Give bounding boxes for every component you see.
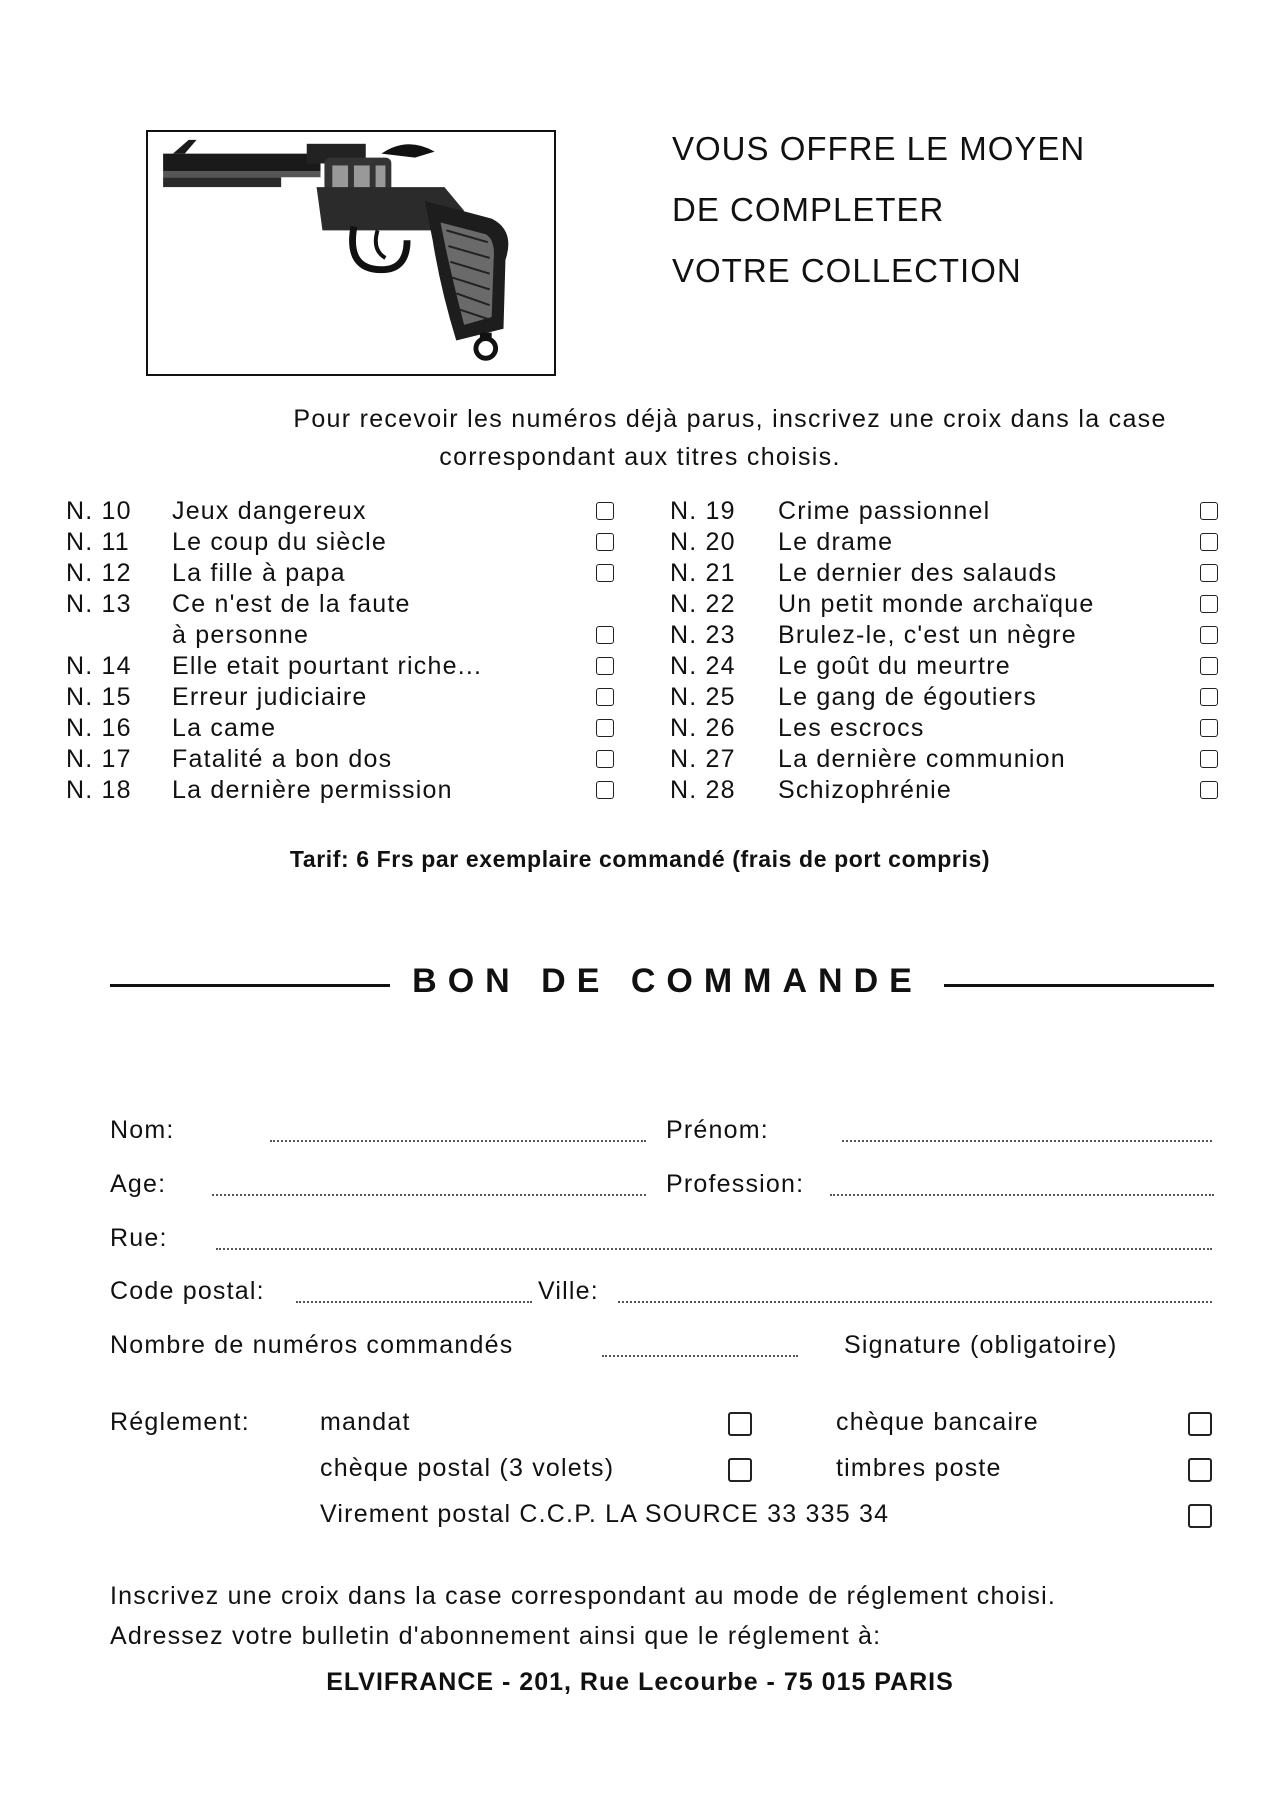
issue-title: Ce n'est de la faute (172, 590, 411, 618)
list-item (66, 682, 626, 713)
issue-checkbox[interactable] (596, 719, 614, 737)
rue-label: Rue: (110, 1224, 168, 1252)
payment-mandat-checkbox[interactable] (728, 1412, 752, 1436)
divider (110, 984, 390, 987)
issue-checkbox[interactable] (596, 781, 614, 799)
list-item (670, 620, 1230, 651)
issue-title: Crime passionnel (778, 497, 991, 525)
issue-checkbox[interactable] (596, 657, 614, 675)
list-item (66, 620, 626, 651)
issue-number: N. 20 (670, 528, 736, 556)
issue-number: N. 17 (66, 745, 132, 773)
reglement-label: Réglement: (110, 1408, 250, 1436)
issue-title: Les escrocs (778, 714, 925, 742)
send-to-text: Adressez votre bulletin d'abonnement ainsi que le réglement à: (110, 1622, 882, 1650)
issue-checkbox[interactable] (596, 533, 614, 551)
payment-virement-checkbox[interactable] (1188, 1504, 1212, 1528)
headline-line: DE COMPLETER (672, 191, 945, 228)
nombre-field[interactable] (602, 1351, 798, 1357)
issue-checkbox[interactable] (596, 688, 614, 706)
list-item (66, 713, 626, 744)
issue-checkbox[interactable] (1200, 533, 1218, 551)
payment-virement-label: Virement postal C.C.P. LA SOURCE 33 335 34 (320, 1500, 890, 1528)
issue-number: N. 21 (670, 559, 736, 587)
prenom-field[interactable] (842, 1136, 1212, 1142)
issue-title: La dernière communion (778, 745, 1066, 773)
issue-list-right (670, 496, 1230, 816)
issue-title: Le dernier des salauds (778, 559, 1058, 587)
headline-line: VOUS OFFRE LE MOYEN (672, 130, 1086, 167)
list-item (66, 775, 626, 806)
issue-checkbox[interactable] (596, 502, 614, 520)
list-item (66, 589, 626, 620)
issue-title-continued: à personne (172, 621, 310, 649)
intro-text (0, 400, 1280, 476)
payment-cheque-bancaire-checkbox[interactable] (1188, 1412, 1212, 1436)
age-label: Age: (110, 1170, 167, 1198)
issue-number: N. 15 (66, 683, 132, 711)
issue-number: N. 27 (670, 745, 736, 773)
payment-instruction: Inscrivez une croix dans la case correspondant au mode de réglement choisi. (110, 1582, 1057, 1610)
issue-title: Brulez-le, c'est un nègre (778, 621, 1077, 649)
list-item (66, 527, 626, 558)
issue-title: Erreur judiciaire (172, 683, 368, 711)
list-item (670, 775, 1230, 806)
list-item (670, 682, 1230, 713)
list-item (670, 744, 1230, 775)
issue-checkbox[interactable] (596, 750, 614, 768)
list-item (670, 651, 1230, 682)
signature-label: Signature (obligatoire) (844, 1331, 1118, 1359)
revolver-icon (148, 132, 554, 374)
issue-checkbox[interactable] (1200, 781, 1218, 799)
payment-cheque-bancaire-label: chèque bancaire (836, 1408, 1039, 1436)
list-item (670, 589, 1230, 620)
nom-field[interactable] (270, 1136, 646, 1142)
issue-checkbox[interactable] (1200, 657, 1218, 675)
issue-title: La dernière permission (172, 776, 453, 804)
issue-number: N. 18 (66, 776, 132, 804)
list-item (670, 713, 1230, 744)
issue-checkbox[interactable] (596, 564, 614, 582)
rue-field[interactable] (216, 1244, 1212, 1250)
list-item (670, 496, 1230, 527)
issue-number: N. 12 (66, 559, 132, 587)
issue-number: N. 11 (66, 528, 130, 556)
issue-checkbox[interactable] (596, 626, 614, 644)
issue-list-left (66, 496, 626, 816)
list-item (66, 651, 626, 682)
headline (672, 118, 1085, 301)
nom-label: Nom: (110, 1116, 175, 1144)
issue-checkbox[interactable] (1200, 688, 1218, 706)
issue-number: N. 16 (66, 714, 132, 742)
issue-checkbox[interactable] (1200, 626, 1218, 644)
issue-title: Le gang de égoutiers (778, 683, 1037, 711)
issue-number: N. 10 (66, 497, 132, 525)
nombre-label: Nombre de numéros commandés (110, 1331, 514, 1359)
headline-line: VOTRE COLLECTION (672, 252, 1022, 289)
issue-number: N. 13 (66, 590, 132, 618)
issue-title: La came (172, 714, 277, 742)
payment-cheque-postal-label: chèque postal (3 volets) (320, 1454, 615, 1482)
issue-checkbox[interactable] (1200, 595, 1218, 613)
publisher-address: ELVIFRANCE - 201, Rue Lecourbe - 75 015 PARIS (326, 1668, 954, 1696)
code-postal-label: Code postal: (110, 1277, 265, 1305)
profession-label: Profession: (666, 1170, 805, 1198)
ville-field[interactable] (618, 1297, 1212, 1303)
issue-checkbox[interactable] (1200, 564, 1218, 582)
issue-title: Jeux dangereux (172, 497, 367, 525)
payment-cheque-postal-checkbox[interactable] (728, 1458, 752, 1482)
issue-title: Un petit monde archaïque (778, 590, 1095, 618)
list-item (670, 558, 1230, 589)
intro-line: correspondant aux titres choisis. (439, 443, 841, 471)
tarif-text: Tarif: 6 Frs par exemplaire commandé (frais de port compris) (289, 846, 991, 872)
issue-title: Schizophrénie (778, 776, 953, 804)
list-item (670, 527, 1230, 558)
list-item (66, 558, 626, 589)
divider (944, 984, 1214, 987)
issue-title: Le drame (778, 528, 894, 556)
payment-timbres-label: timbres poste (836, 1454, 1002, 1482)
issue-number: N. 26 (670, 714, 736, 742)
age-field[interactable] (212, 1190, 646, 1196)
issue-number: N. 23 (670, 621, 736, 649)
order-form-title: BON DE COMMANDE (412, 962, 923, 1000)
list-item (66, 744, 626, 775)
issue-title: Elle etait pourtant riche... (172, 652, 483, 680)
code-postal-field[interactable] (296, 1297, 532, 1303)
profession-field[interactable] (830, 1190, 1214, 1196)
revolver-illustration (146, 130, 556, 376)
intro-line: Pour recevoir les numéros déjà parus, inscrivez une croix dans la case (293, 405, 1167, 433)
issue-title: La fille à papa (172, 559, 346, 587)
issue-number: N. 14 (66, 652, 132, 680)
payment-timbres-checkbox[interactable] (1188, 1458, 1212, 1482)
issue-title: Fatalité a bon dos (172, 745, 393, 773)
issue-title: Le coup du siècle (172, 528, 387, 556)
issue-checkbox[interactable] (1200, 719, 1218, 737)
ville-label: Ville: (538, 1277, 599, 1305)
issue-number: N. 19 (670, 497, 736, 525)
issue-checkbox[interactable] (1200, 750, 1218, 768)
prenom-label: Prénom: (666, 1116, 769, 1144)
issue-title: Le goût du meurtre (778, 652, 1011, 680)
issue-number: N. 22 (670, 590, 736, 618)
list-item (66, 496, 626, 527)
issue-checkbox[interactable] (1200, 502, 1218, 520)
issue-number: N. 25 (670, 683, 736, 711)
issue-number: N. 28 (670, 776, 736, 804)
payment-mandat-label: mandat (320, 1408, 411, 1436)
issue-number: N. 24 (670, 652, 736, 680)
